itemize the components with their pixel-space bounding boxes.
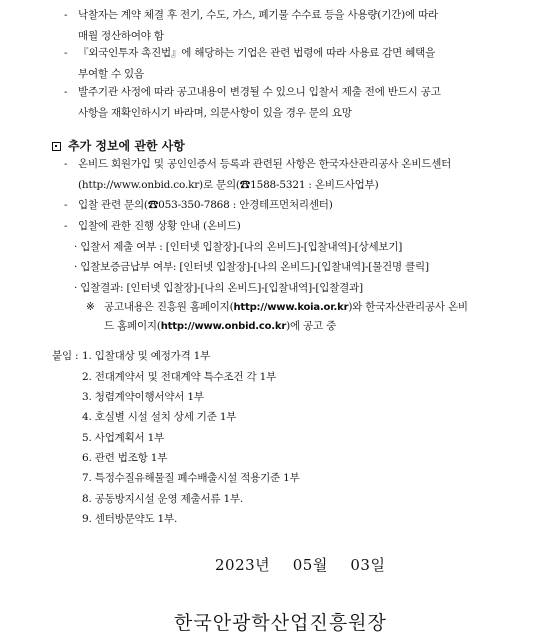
section-heading [52, 137, 185, 154]
onbid-link[interactable]: http://www.onbid.co.kr [160, 321, 287, 332]
info-text: 입찰에 관한 진행 상황 안내 (온비드) [78, 220, 241, 232]
attachment-item: 6. 관련 법조항 1부 [82, 452, 168, 464]
info-bullet: - [64, 220, 68, 232]
info-subitem: · 입찰서 제출 여부 : [인터넷 입찰장]-[나의 온비드]-[입찰내역]-[상세보기] [74, 241, 403, 253]
attachment-item: 2. 전대계약서 및 전대계약 특수조건 각 1부 [82, 371, 277, 383]
date-day: 03일 [350, 556, 386, 574]
attachment-item: 9. 센터방문약도 1부. [82, 513, 178, 525]
info-text: (http://www.onbid.co.kr)로 문의(☎1588-5321 : 온비드사업부) [78, 179, 379, 191]
notice-mark: ※ [86, 301, 95, 313]
note-text: 사항을 재확인하시기 바라며, 의문사항이 있을 경우 문의 요망 [78, 107, 352, 119]
info-text: 온비드 회원가입 및 공인인증서 등록과 관련된 사항은 한국자산관리공사 온비드센터 [78, 158, 452, 170]
checkbox-square-icon [52, 142, 61, 151]
notice-text: )와 한국자산관리공사 온비 [348, 301, 468, 313]
info-bullet: - [64, 199, 68, 211]
note-bullet: - [64, 9, 68, 21]
koia-link[interactable]: http://www.koia.or.kr [233, 302, 349, 313]
attachment-item: 5. 사업계획서 1부 [82, 432, 165, 444]
attachment-item: 7. 특정수질유해물질 폐수배출시설 적용기준 1부 [82, 472, 300, 484]
info-subitem: · 입찰보증금납부 여부: [인터넷 입찰장]-[나의 온비드]-[입찰내역]-[물건명 클릭] [74, 261, 429, 273]
info-subitem: · 입찰결과: [인터넷 입찰장]-[나의 온비드]-[입찰내역]-[입찰결과] [74, 282, 363, 294]
note-text: 『외국인투자 촉진법』에 해당하는 기업은 관련 법령에 따라 사용료 감면 혜택을 [78, 47, 436, 59]
date-month: 05월 [292, 556, 328, 574]
section-title: 추가 정보에 관한 사항 [68, 139, 185, 153]
date-year: 2023년 [215, 556, 271, 574]
attachment-item: 8. 공동방지시설 운영 제출서류 1부. [82, 493, 244, 505]
note-text: 매월 정산하여야 함 [78, 30, 164, 42]
note-bullet: - [64, 47, 68, 59]
note-text: 부여할 수 있음 [78, 68, 144, 80]
note-bullet: - [64, 86, 68, 98]
notice-text: 공고내용은 진흥원 홈페이지( [104, 301, 234, 313]
attachment-item: 4. 호실별 시설 설치 상세 기준 1부 [82, 411, 237, 423]
attachment-item: 3. 청렴계약이행서약서 1부 [82, 391, 204, 403]
info-text: 입찰 관련 문의(☎053-350-7868 : 안경테프먼처리센터) [78, 199, 333, 211]
attachment-item: 1. 입찰대상 및 예정가격 1부 [82, 350, 211, 362]
document-date [215, 554, 385, 575]
note-text: 발주기관 사정에 따라 공고내용이 변경될 수 있으니 입찰서 제출 전에 반드시 공고 [78, 86, 441, 98]
notice-line-1 [104, 300, 468, 315]
notice-text: )에 공고 중 [286, 320, 337, 332]
notice-line-2 [104, 319, 336, 334]
notice-text: 드 홈페이지( [104, 320, 161, 332]
attachments-label: 붙임 : [52, 350, 79, 362]
signer-name: 한국안광학산업진흥원장 [174, 612, 387, 634]
note-text: 낙찰자는 계약 체결 후 전기, 수도, 가스, 폐기물 수수료 등을 사용량(기간)에 따라 [78, 9, 438, 21]
info-bullet: - [64, 158, 68, 170]
